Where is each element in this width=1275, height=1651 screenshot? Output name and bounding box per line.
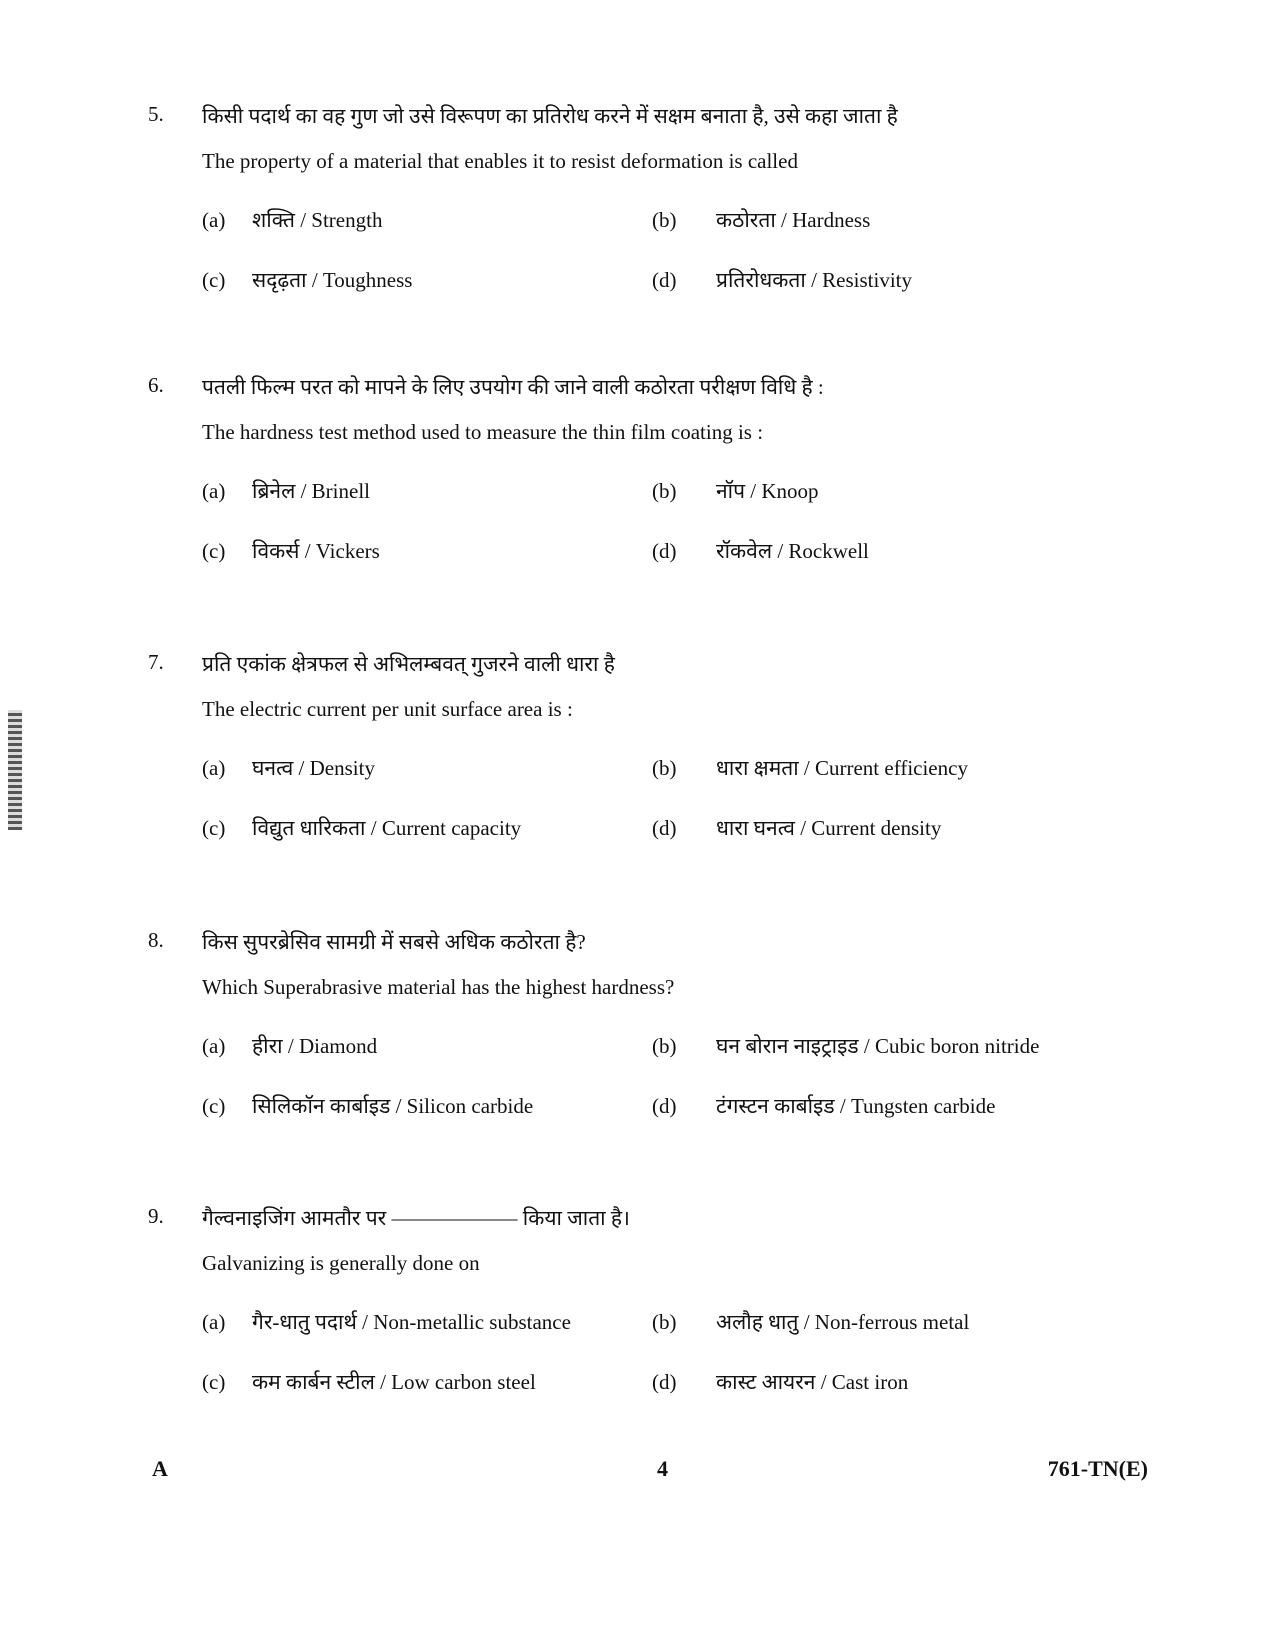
question-text-english: Galvanizing is generally done on	[202, 1251, 480, 1275]
question-text-english: The property of a material that enables it to resist deformation is called	[202, 149, 798, 173]
option-label: (d)	[652, 268, 677, 292]
footer-series: A	[152, 1456, 168, 1481]
option-label: (c)	[202, 268, 226, 292]
question-text-hindi: गैल्वनाइजिंग आमतौर पर —————— किया जाता है।	[202, 1206, 630, 1230]
answer-option	[202, 754, 375, 782]
option-label: (c)	[202, 1370, 226, 1394]
option-text: कठोरता / Hardness	[716, 208, 871, 232]
answer-option	[202, 206, 382, 234]
question	[0, 373, 1275, 633]
option-text: सिलिकॉन कार्बाइड / Silicon carbide	[252, 1094, 534, 1118]
footer-page-number: 4	[657, 1456, 668, 1481]
option-label: (d)	[652, 539, 677, 563]
option-label: (a)	[202, 1310, 226, 1334]
answer-option	[652, 1032, 1039, 1060]
option-text: विद्युत धारिकता / Current capacity	[252, 816, 522, 840]
answer-option	[202, 1092, 533, 1120]
option-text: रॉकवेल / Rockwell	[716, 539, 869, 563]
question-number: 6.	[148, 373, 164, 397]
option-text: कास्ट आयरन / Cast iron	[716, 1370, 909, 1394]
option-label: (b)	[652, 208, 677, 232]
option-label: (b)	[652, 479, 677, 503]
question-text-hindi: पतली फिल्म परत को मापने के लिए उपयोग की जाने वाली कठोरता परीक्षण विधि है :	[202, 375, 824, 399]
option-label: (c)	[202, 816, 226, 840]
answer-option	[652, 1308, 969, 1336]
answer-option	[202, 266, 412, 294]
option-label: (b)	[652, 756, 677, 780]
answer-option	[652, 1092, 995, 1120]
question-text-hindi: किसी पदार्थ का वह गुण जो उसे विरूपण का प्रतिरोध करने में सक्षम बनाता है, उसे कहा जाता है	[202, 104, 898, 128]
option-text: गैर-धातु पदार्थ / Non-metallic substance	[252, 1310, 571, 1334]
option-label: (a)	[202, 1034, 226, 1058]
option-label: (a)	[202, 756, 226, 780]
question-number: 9.	[148, 1204, 164, 1228]
option-text: प्रतिरोधकता / Resistivity	[716, 268, 913, 292]
question	[0, 650, 1275, 910]
answer-option	[652, 814, 941, 842]
option-label: (c)	[202, 1094, 226, 1118]
question	[0, 102, 1275, 362]
option-text: टंगस्टन कार्बाइड / Tungsten carbide	[716, 1094, 996, 1118]
option-label: (a)	[202, 208, 226, 232]
answer-option	[652, 477, 819, 505]
footer-paper-code: 761-TN(E)	[1047, 1456, 1148, 1481]
answer-option	[652, 754, 968, 782]
option-label: (b)	[652, 1310, 677, 1334]
question-text-english: The hardness test method used to measure the thin film coating is :	[202, 420, 764, 444]
answer-option	[202, 814, 521, 842]
option-label: (d)	[652, 816, 677, 840]
option-text: विकर्स / Vickers	[252, 539, 380, 563]
option-text: धारा घनत्व / Current density	[716, 816, 942, 840]
answer-option	[202, 1308, 571, 1336]
option-text: घनत्व / Density	[252, 756, 375, 780]
answer-option	[202, 1032, 377, 1060]
option-label: (d)	[652, 1370, 677, 1394]
question-number: 8.	[148, 928, 164, 952]
option-text: अलौह धातु / Non-ferrous metal	[716, 1310, 970, 1334]
option-text: धारा क्षमता / Current efficiency	[716, 756, 968, 780]
option-text: हीरा / Diamond	[252, 1034, 378, 1058]
option-text: कम कार्बन स्टील / Low carbon steel	[252, 1370, 536, 1394]
answer-option	[652, 206, 870, 234]
answer-option	[202, 477, 370, 505]
question	[0, 1204, 1275, 1464]
question-number: 7.	[148, 650, 164, 674]
option-label: (b)	[652, 1034, 677, 1058]
question	[0, 928, 1275, 1188]
option-label: (a)	[202, 479, 226, 503]
option-text: शक्ति / Strength	[252, 208, 383, 232]
option-label: (c)	[202, 539, 226, 563]
option-text: सदृढ़ता / Toughness	[252, 268, 413, 292]
answer-option	[202, 537, 380, 565]
option-label: (d)	[652, 1094, 677, 1118]
answer-option	[202, 1368, 536, 1396]
answer-option	[652, 1368, 908, 1396]
question-number: 5.	[148, 102, 164, 126]
answer-option	[652, 537, 869, 565]
option-text: घन बोरान नाइट्राइड / Cubic boron nitride	[716, 1034, 1040, 1058]
answer-option	[652, 266, 912, 294]
question-text-hindi: किस सुपरब्रेसिव सामग्री में सबसे अधिक कठोरता है?	[202, 930, 586, 954]
option-text: नॉप / Knoop	[716, 479, 819, 503]
question-text-english: The electric current per unit surface area is :	[202, 697, 573, 721]
question-text-hindi: प्रति एकांक क्षेत्रफल से अभिलम्बवत् गुजरने वाली धारा है	[202, 652, 615, 676]
option-text: ब्रिनेल / Brinell	[252, 479, 370, 503]
question-text-english: Which Superabrasive material has the highest hardness?	[202, 975, 675, 999]
